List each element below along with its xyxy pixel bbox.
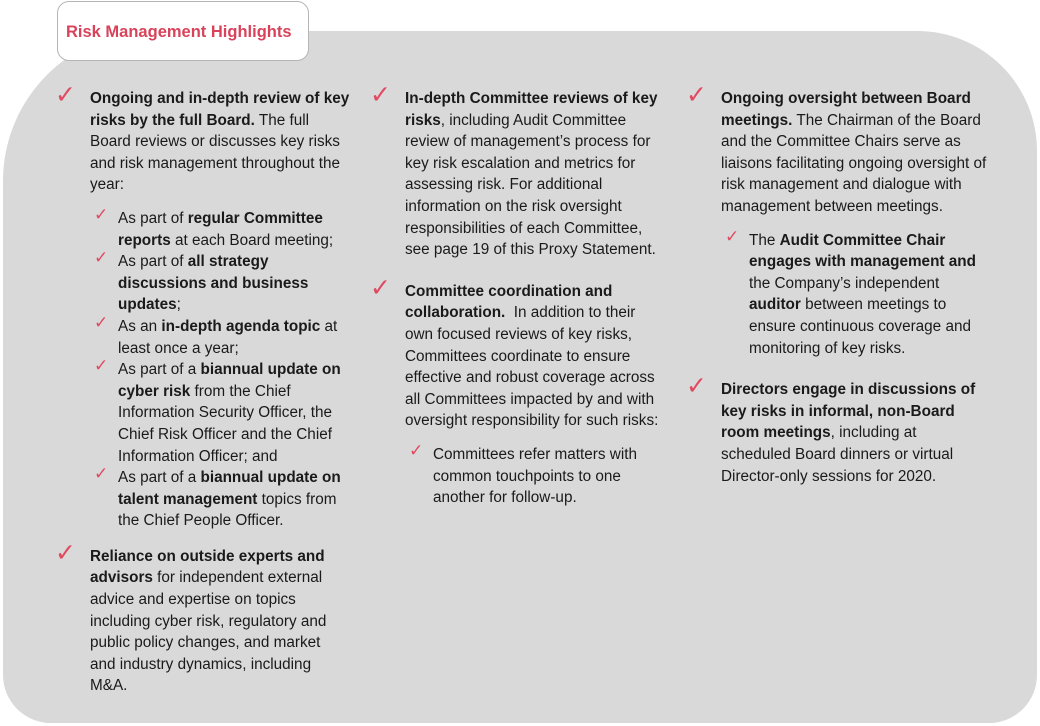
list-item: [55, 80, 350, 196]
item-bold: Ongoing oversight between Board meetings.: [721, 90, 971, 129]
checkmark-icon: ✓: [725, 226, 740, 247]
column-1: [55, 80, 350, 697]
column-2: [370, 80, 662, 509]
checkmark-icon: ✓: [686, 80, 707, 109]
checkmark-icon: ✓: [409, 440, 424, 461]
column-3: [686, 80, 987, 487]
checkmark-icon: ✓: [55, 80, 76, 109]
sub-list: [94, 204, 350, 532]
title-box: [57, 1, 309, 61]
list-item: [370, 272, 662, 432]
sub-item: ✓ As an in-depth agenda topic at least once a year;: [94, 312, 338, 357]
list-item: [370, 80, 662, 261]
item-bold: In-depth Committee reviews of key risks: [405, 90, 658, 129]
item-bold: Ongoing and in-depth review of key risks by the full Board.: [90, 90, 350, 129]
item-text: The full Board reviews or discusses key risks and risk management throughout the year:: [90, 111, 341, 194]
checkmark-icon: ✓: [55, 537, 76, 567]
item-bold: Committee coordination and collaboration.: [405, 282, 613, 322]
checkmark-icon: ✓: [94, 464, 109, 485]
sub-item: ✓ As part of a biannual update on cyber risk from the Chief Information Security Officer, the Chief Risk Officer and the Chief Information Officer; and: [94, 356, 341, 465]
checkmark-icon: ✓: [94, 204, 109, 225]
sub-item: ✓ Committees refer matters with common touchpoints to one another for follow-up.: [409, 440, 638, 507]
item-text: In addition to their own focused reviews of key risks, Committees coordinate to ensure effective and robust coverage across all Committees impacted by and with oversight responsibility for such risks:: [405, 304, 659, 430]
item-text: , including Audit Committee review of management’s process for key risk escalation and metrics for assessing risk. For additional information on the risk oversight responsibilities of each Committee, see page 19 of this Proxy Statement.: [405, 111, 656, 259]
checkmark-icon: ✓: [94, 248, 109, 269]
checkmark-icon: ✓: [370, 272, 391, 302]
page-title: Risk Management Highlights: [66, 23, 292, 41]
item-text: The Chairman of the Board and the Committee Chairs serve as liaisons facilitating ongoing oversight of risk management and dialogue with management between meetings.: [721, 111, 987, 215]
checkmark-icon: ✓: [370, 80, 391, 109]
sub-item: ✓ As part of a biannual update on talent management topics from the Chief People Officer.: [94, 464, 341, 530]
sub-item: ✓ As part of regular Committee reports at each Board meeting;: [94, 204, 334, 249]
list-item: [686, 371, 987, 487]
item-text: for independent external advice and expertise on topics including cyber risk, regulatory and public policy changes, and market and industry dynamics, including M&A.: [90, 569, 327, 695]
checkmark-icon: ✓: [94, 356, 109, 377]
item-text: , including at scheduled Board dinners or virtual Director-only sessions for 2020.: [721, 424, 954, 485]
checkmark-icon: ✓: [94, 312, 109, 333]
sub-item: ✓ The Audit Committee Chair engages with management and the Company’s independent auditor between meetings to ensure continuous coverage and monitoring of key risks.: [725, 226, 976, 357]
item-bold: Directors engage in discussions of key risks in informal, non-Board room meetings: [721, 381, 976, 442]
list-item: [686, 80, 987, 218]
item-bold: Reliance on outside experts and advisors: [90, 547, 325, 587]
sub-item: ✓ As part of all strategy discussions and business updates;: [94, 248, 309, 314]
list-item: [55, 537, 350, 697]
checkmark-icon: ✓: [686, 371, 707, 401]
